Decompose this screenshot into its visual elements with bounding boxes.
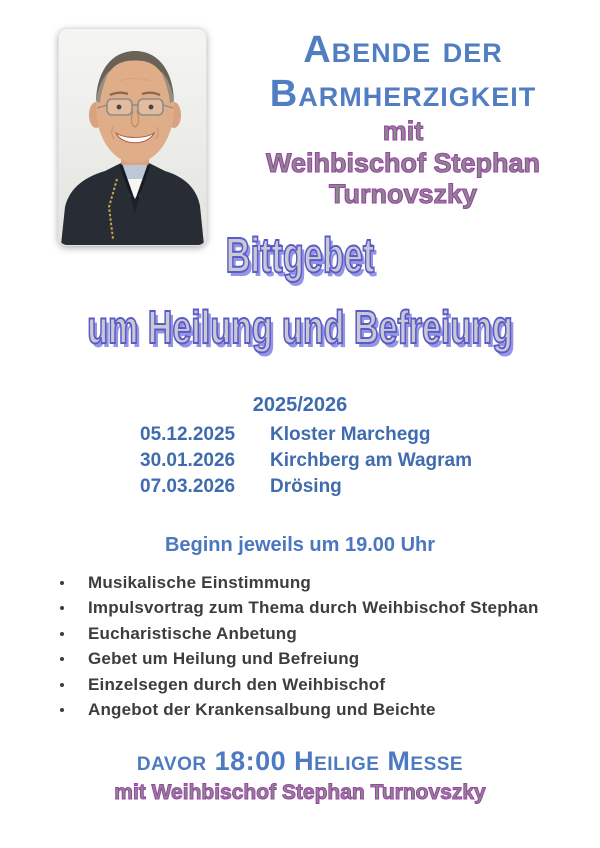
- bullet-icon: [60, 683, 64, 687]
- program-list: [60, 570, 570, 723]
- list-item: [60, 672, 570, 698]
- bullet-icon: [60, 606, 64, 610]
- list-item: [60, 647, 570, 673]
- title-line-1: Abende der: [303, 29, 503, 71]
- subtitle-name-2: Turnovszky: [328, 179, 478, 210]
- bullet-icon: [60, 657, 64, 661]
- subtitle-name-1: Weihbischof Stephan: [265, 147, 541, 178]
- list-item: [60, 621, 570, 647]
- bullet-icon: [60, 632, 64, 636]
- event-date: 30.01.2026: [140, 450, 236, 471]
- program-item-text: Eucharistische Anbetung: [88, 623, 297, 643]
- event-location: Kloster Marchegg: [270, 424, 431, 445]
- title-line-2: Barmherzigkeit: [269, 73, 537, 116]
- list-item: [60, 698, 570, 724]
- program-item-text: Gebet um Heilung und Befreiung: [88, 649, 360, 669]
- program-item-text: Angebot der Krankensalbung und Beichte: [88, 700, 436, 720]
- event-list: [140, 422, 472, 500]
- list-item: [60, 570, 570, 596]
- mass-time-line: davor 18:00 Heilige Messe: [136, 746, 464, 776]
- event-row: [140, 422, 472, 448]
- bishop-portrait: [59, 29, 206, 245]
- program-item-text: Musikalische Einstimmung: [88, 572, 312, 592]
- subtitle-mit: mit: [382, 116, 424, 147]
- wordart-heilung-befreiung: um Heilung und Befreiung: [87, 301, 513, 353]
- wordart-bittgebet: Bittgebet: [225, 229, 375, 283]
- header: [210, 28, 596, 211]
- event-location: Drösing: [270, 476, 342, 497]
- footer-with-line: mit Weihbischof Stephan Turnovszky: [114, 781, 486, 804]
- bullet-icon: [60, 708, 64, 712]
- begin-time-note: Beginn jeweils um 19.00 Uhr: [164, 534, 436, 556]
- program-item-text: Impulsvortrag zum Thema durch Weihbischof Stephan: [88, 598, 539, 618]
- bullet-icon: [60, 581, 64, 585]
- event-date: 07.03.2026: [140, 476, 236, 497]
- event-row: [140, 448, 472, 474]
- event-row: [140, 474, 472, 500]
- event-location: Kirchberg am Wagram: [270, 450, 473, 471]
- list-item: [60, 596, 570, 622]
- bishop-photo-frame: [58, 28, 207, 246]
- program-item-text: Einzelsegen durch den Weihbischof: [88, 674, 386, 694]
- event-date: 05.12.2025: [140, 424, 236, 445]
- season-label: 2025/2026: [252, 394, 348, 416]
